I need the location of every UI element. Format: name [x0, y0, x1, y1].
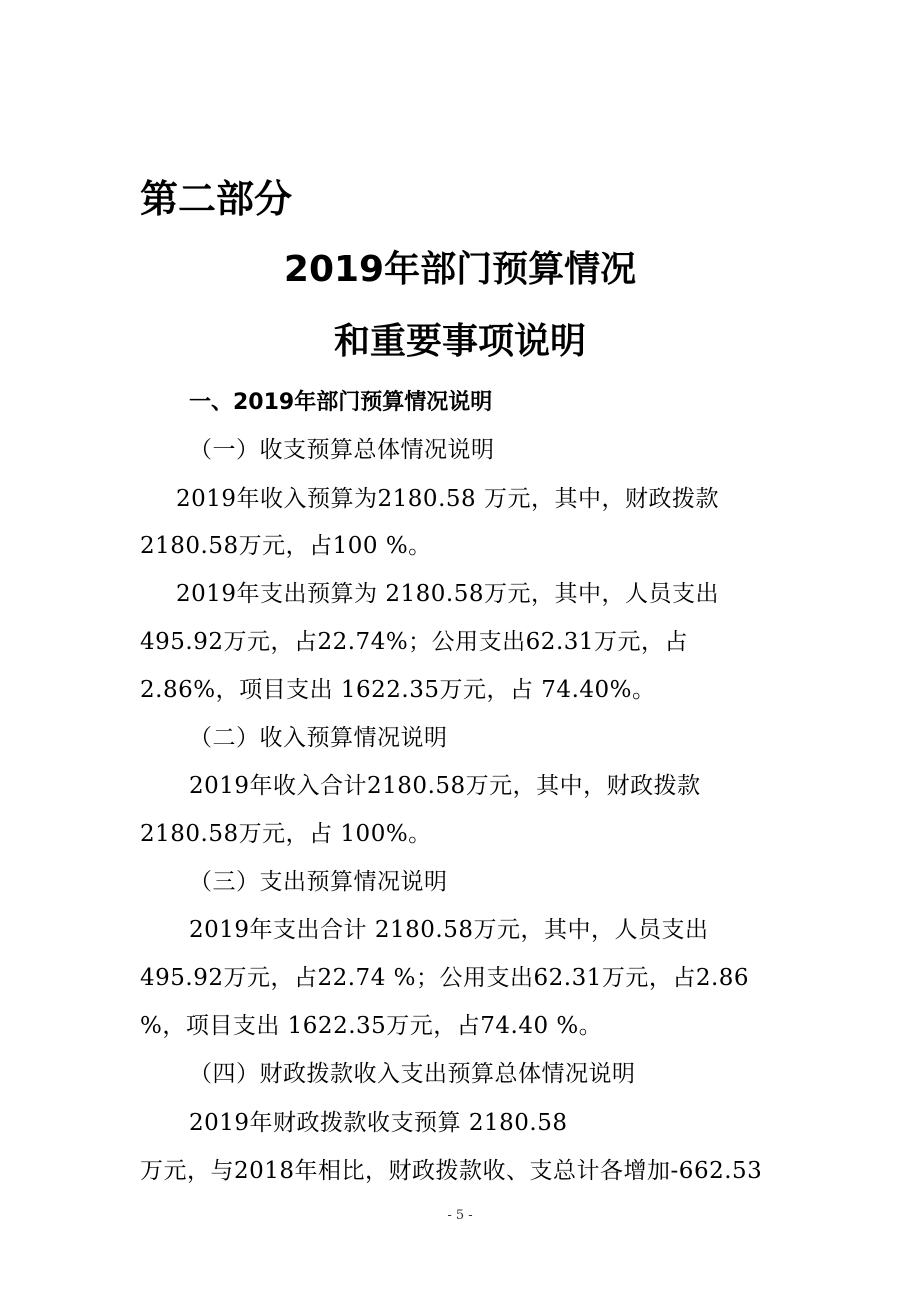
- main-title-line-1: 2019年部门预算情况: [283, 249, 637, 290]
- paragraph-line: 495.92万元，占22.74%；公用支出62.31万元，占: [140, 629, 689, 655]
- paragraph-line: 2019年支出合计 2180.58万元，其中，人员支出: [189, 917, 709, 943]
- subheading-2: （二）收入预算情况说明: [189, 725, 448, 751]
- paragraph-line: 2019年财政拨款收支预算 2180.58: [189, 1110, 568, 1136]
- paragraph-line: 万元，与2018年相比，财政拨款收、支总计各增加-662.53: [140, 1158, 763, 1184]
- subheading-4: （四）财政拨款收入支出预算总体情况说明: [189, 1061, 636, 1087]
- paragraph-line: 2019年支出预算为 2180.58万元，其中，人员支出: [176, 581, 719, 607]
- page-number: - 5 -: [447, 1208, 473, 1223]
- subheading-1: （一）收支预算总体情况说明: [189, 437, 495, 463]
- paragraph-line: 495.92万元，占22.74 %；公用支出62.31万元，占2.86: [140, 965, 750, 991]
- section-heading-1: 一、2019年部门预算情况说明: [189, 390, 493, 415]
- paragraph-line: 2180.58万元，占 100%。: [140, 821, 432, 847]
- paragraph-line: 2019年收入合计2180.58万元，其中，财政拨款: [189, 773, 701, 799]
- paragraph-line: %，项目支出 1622.35万元，占74.40 %。: [140, 1013, 603, 1039]
- paragraph-line: 2.86%，项目支出 1622.35万元，占 74.40%。: [140, 677, 656, 703]
- paragraph-line: 2180.58万元，占100 %。: [140, 533, 432, 559]
- part-title: 第二部分: [140, 177, 293, 221]
- main-title-line-2: 和重要事项说明: [333, 321, 586, 362]
- subheading-3: （三）支出预算情况说明: [189, 869, 448, 895]
- paragraph-line: 2019年收入预算为2180.58 万元，其中，财政拨款: [176, 486, 719, 512]
